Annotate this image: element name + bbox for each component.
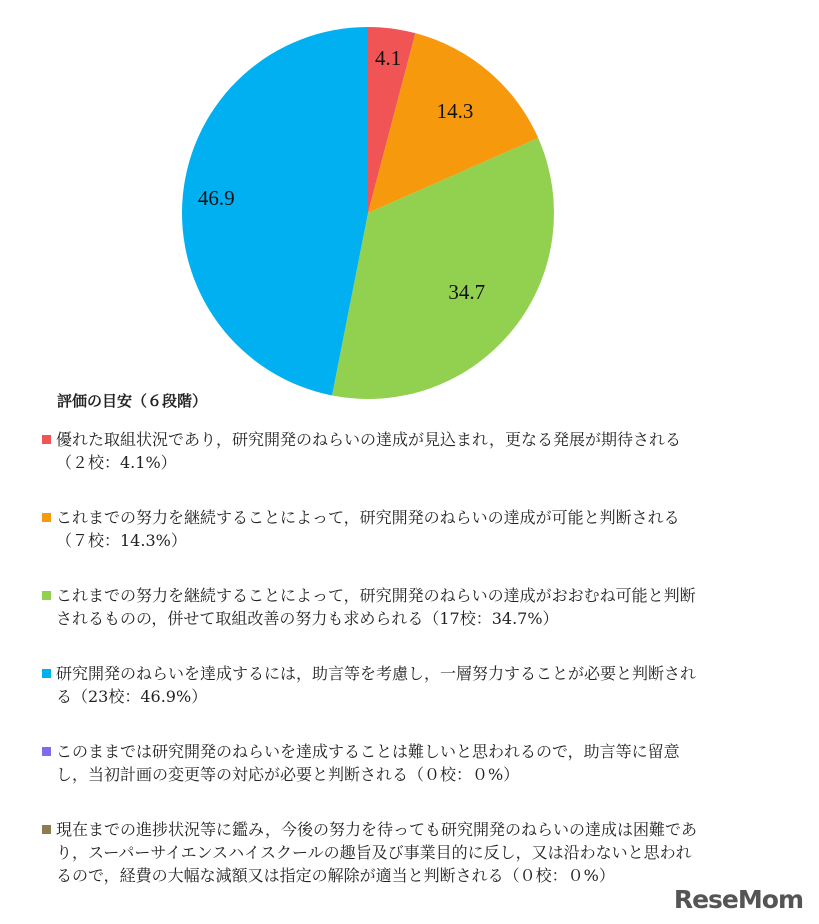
legend-text: されるものの，併せて取組改善の努力も求められる（17校：34.7%） <box>56 609 559 628</box>
legend-item <box>40 428 800 474</box>
legend-swatch <box>42 747 51 756</box>
legend-title: 評価の目安（６段階） <box>57 392 208 410</box>
legend-swatch <box>42 591 51 600</box>
data-label: 46.9 <box>197 186 235 211</box>
legend-swatch <box>42 825 51 834</box>
legend-text: これまでの努力を継続することによって，研究開発のねらいの達成が可能と判断される <box>56 508 680 527</box>
data-label: 4.1 <box>374 46 402 71</box>
resemom-logo: ReseMom <box>673 885 803 914</box>
legend-text: 研究開発のねらいを達成するには，助言等を考慮し，一層努力することが必要と判断され <box>56 664 697 683</box>
legend-text: り，スーパーサイエンスハイスクールの趣旨及び事業目的に反し，又は沿わないと思われ <box>56 843 692 862</box>
pie-chart <box>0 0 819 400</box>
legend <box>40 428 800 919</box>
legend-text: （２校：4.1%） <box>56 453 177 472</box>
legend-item <box>40 662 800 708</box>
legend-text: し，当初計画の変更等の対応が必要と判断される（０校：０%） <box>56 765 520 784</box>
legend-text: これまでの努力を継続することによって，研究開発のねらいの達成がおおむね可能と判断 <box>56 586 696 605</box>
legend-text: 現在までの進捗状況等に鑑み，今後の努力を待っても研究開発のねらいの達成は困難であ <box>56 820 697 839</box>
legend-swatch <box>42 669 51 678</box>
legend-swatch <box>42 513 51 522</box>
legend-text: （７校：14.3%） <box>56 531 187 550</box>
data-label: 34.7 <box>448 280 486 305</box>
data-label: 14.3 <box>436 99 474 124</box>
legend-swatch <box>42 435 51 444</box>
legend-text: るので，経費の大幅な減額又は指定の解除が適当と判断される（０校：０%） <box>56 866 615 885</box>
legend-item <box>40 740 800 786</box>
legend-item <box>40 818 800 887</box>
legend-text: 優れた取組状況であり，研究開発のねらいの達成が見込まれ，更なる発展が期待される <box>56 430 681 449</box>
legend-item <box>40 506 800 552</box>
pie-slice <box>182 27 368 395</box>
legend-item <box>40 584 800 630</box>
legend-text: このままでは研究開発のねらいを達成することは難しいと思われるので，助言等に留意 <box>56 742 680 761</box>
legend-text: る（23校：46.9%） <box>56 687 208 706</box>
